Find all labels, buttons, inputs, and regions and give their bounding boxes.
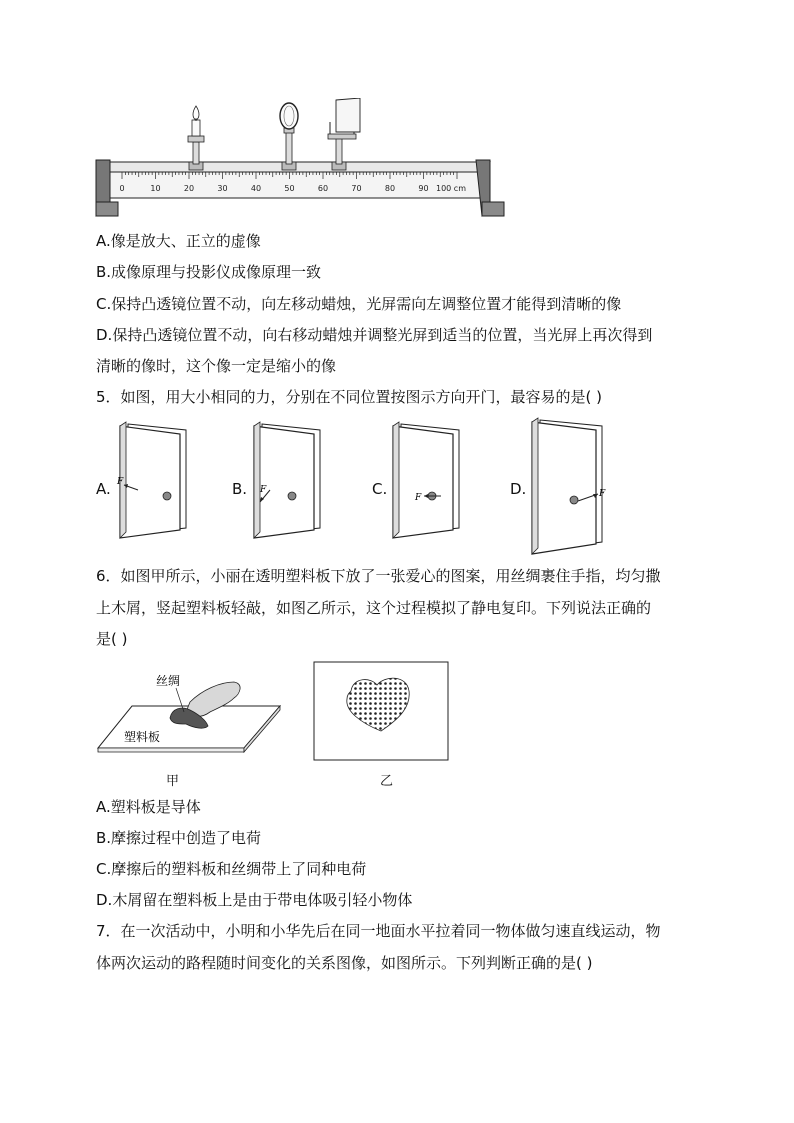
door-figure-c [387,420,467,540]
bench-tick-label: 10 [150,184,161,193]
bench-tick-label: 90 [418,184,429,193]
bench-tick-label: 50 [284,184,295,193]
label-silk: 丝绸 [156,674,181,688]
figure-jia-plastic-board [94,668,284,760]
q6-option-c: C.摩擦后的塑料板和丝绸带上了同种电荷 [96,860,367,878]
q7-stem-line-2: 体两次运动的路程随时间变化的关系图像，如图所示。下列判断正确的是( ) [96,954,593,972]
bench-tick-label: 20 [183,184,195,193]
force-label-a: F [117,477,124,487]
q6-option-b: B.摩擦过程中创造了电荷 [96,829,262,847]
q4-option-d-continued: 清晰的像时，这个像一定是缩小的像 [96,357,337,375]
q5-stem: 5．如图，用大小相同的力，分别在不同位置按图示方向开门，最容易的是( ) [96,388,603,406]
q6-stem-line-2: 上木屑，竖起塑料板轻敲，如图乙所示，这个过程模拟了静电复印。下列说法正确的 [96,599,652,617]
door-figure-d [526,416,616,556]
q4-option-a: A.像是放大、正立的虚像 [96,232,261,250]
force-label-b: F [260,485,267,495]
caption-yi: 乙 [380,774,394,789]
bench-tick-label: 70 [351,184,362,193]
q6-option-a: A.塑料板是导体 [96,798,201,816]
bench-tick-label: 30 [217,184,228,193]
label-plastic-board: 塑料板 [124,730,161,744]
q4-option-d: D.保持凸透镜位置不动，向右移动蜡烛并调整光屏到适当的位置，当光屏上再次得到 [96,326,653,344]
door-figure-a [114,420,194,540]
q6-option-d: D.木屑留在塑料板上是由于带电体吸引轻小物体 [96,891,413,909]
force-label-c: F [415,493,422,503]
q6-stem-line-1: 6．如图甲所示，小丽在透明塑料板下放了一张爱心的图案，用丝绸裹住手指，均匀撒 [96,567,661,585]
bench-tick-label: 60 [317,184,329,193]
bench-tick-label: 100 cm [435,184,467,193]
q5-option-d-letter: D. [510,480,527,498]
force-label-d: F [599,489,606,499]
q7-stem-line-1: 7．在一次活动中，小明和小华先后在同一地面水平拉着同一物体做匀速直线运动，物 [96,922,661,940]
figure-yi-upright-board [313,661,449,761]
q5-option-b-letter: B. [232,480,248,498]
light-screen [328,98,360,170]
convex-lens [280,103,298,170]
q4-option-b: B.成像原理与投影仪成像原理一致 [96,263,322,281]
q4-option-c: C.保持凸透镜位置不动，向左移动蜡烛，光屏需向左调整位置才能得到清晰的像 [96,295,622,313]
bench-tick-label: 40 [250,184,262,193]
q5-option-a-letter: A. [96,480,111,498]
optical-bench-figure [92,98,508,222]
bench-tick-label: 0 [119,184,125,193]
q6-stem-line-3: 是( ) [96,630,128,648]
bench-tick-label: 80 [384,184,396,193]
candle [188,106,204,170]
caption-jia: 甲 [166,774,180,789]
q5-option-c-letter: C. [372,480,388,498]
door-figure-b [248,420,328,540]
